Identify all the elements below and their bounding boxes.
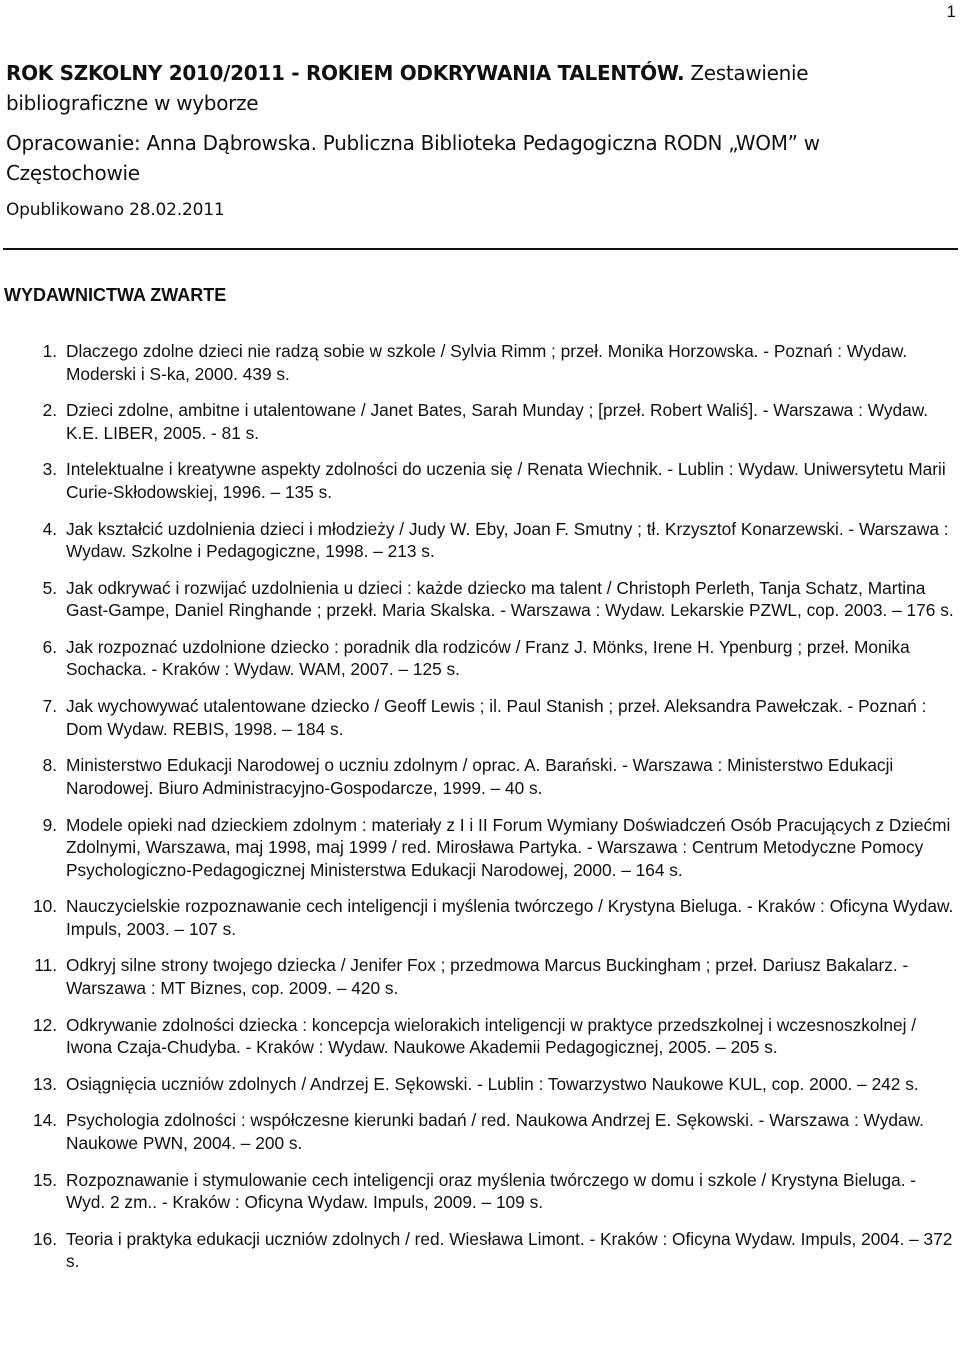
bibliography-entry <box>0 1169 958 1214</box>
entry-text: Rozpoznawanie i stymulowanie cech inteligencji oraz myślenia twórczego w domu i szkole / Krystyna Bieluga. - Wyd. 2 zm.. - Kraków : Oficyna Wydaw. Impuls, 2009. – 109 s. <box>66 1169 917 1213</box>
document-title-rest: Zestawienie bibliograficzne w wyborze <box>6 61 809 115</box>
document-title-bold: ROK SZKOLNY 2010/2011 - ROKIEM ODKRYWANIA TALENTÓW. <box>6 61 685 85</box>
bibliography-entry <box>0 636 958 681</box>
entry-number: 10. <box>32 896 57 917</box>
entry-text: Psychologia zdolności : współczesne kierunki badań / red. Naukowa Andrzej E. Sękowski. - Warszawa : Wydaw. Naukowe PWN, 2004. – 200 s. <box>66 1110 924 1153</box>
entry-number: 15. <box>32 1169 57 1190</box>
entry-number: 4. <box>42 518 57 539</box>
entry-text: Odkrywanie zdolności dziecka : koncepcja wielorakich inteligencji w praktyce przedszkolnej i wczesnoszkolnej / Iwona Czaja-Chudyba. - Kraków : Wydaw. Naukowe Akademii Pedagogicznej, 2005. – 205 s. <box>66 1014 917 1058</box>
bibliography-entry <box>0 340 958 385</box>
bibliography-entry <box>0 518 958 563</box>
bibliography-list <box>0 340 958 1287</box>
entry-text: Dlaczego zdolne dzieci nie radzą sobie w szkole / Sylvia Rimm ; przeł. Monika Horzowska. - Poznań : Wydaw. Moderski i S-ka, 2000. 439 s. <box>66 341 908 384</box>
section-heading: WYDAWNICTWA ZWARTE <box>4 285 227 305</box>
entry-text: Jak wychowywać utalentowane dziecko / Geoff Lewis ; il. Paul Stanish ; przeł. Aleksandra Pawełczak. - Poznań : Dom Wydaw. REBIS, 1998. – 184 s. <box>66 696 927 739</box>
entry-text: Nauczycielskie rozpoznawanie cech inteligencji i myślenia twórczego / Krystyna Bieluga. - Kraków : Oficyna Wydaw. Impuls, 2003. – 107 s. <box>66 896 954 939</box>
entry-text: Intelektualne i kreatywne aspekty zdolności do uczenia się / Renata Wiechnik. - Lublin : Wydaw. Uniwersytetu Marii Curie-Skłodowskiej, 1996. – 135 s. <box>66 459 946 502</box>
entry-number: 6. <box>42 636 57 657</box>
bibliography-entry <box>0 399 958 444</box>
entry-number: 5. <box>42 577 57 598</box>
entry-text: Modele opieki nad dzieckiem zdolnym : materiały z I i II Forum Wymiany Doświadczeń Osób Pracujących z Dziećmi Zdolnymi, Warszawa, maj 1998, maj 1999 / red. Mirosława Partyka. - Warszawa : Centrum Metodyczne Pomocy Psychologiczno-Pedagogicznej Ministerstwa Edukacji Narodowej, 2000. – 164 s. <box>66 814 951 880</box>
bibliography-entry <box>0 1014 958 1059</box>
entry-number: 12. <box>32 1014 57 1035</box>
document-credit: Opracowanie: Anna Dąbrowska. Publiczna Biblioteka Pedagogiczna RODN „WOM” w Częstochowie <box>6 131 820 185</box>
bibliography-entry <box>0 954 958 999</box>
page-number: 1 <box>946 2 956 21</box>
bibliography-entry <box>0 1073 958 1096</box>
entry-number: 8. <box>42 755 57 776</box>
entry-number: 3. <box>42 459 57 480</box>
entry-text: Ministerstwo Edukacji Narodowej o uczniu zdolnym / oprac. A. Barański. - Warszawa : Ministerstwo Edukacji Narodowej. Biuro Administracyjno-Gospodarcze, 1999. – 40 s. <box>66 755 894 798</box>
bibliography-entry <box>0 695 958 740</box>
entry-number: 16. <box>32 1228 57 1249</box>
entry-number: 14. <box>32 1110 57 1131</box>
bibliography-entry <box>0 458 958 503</box>
entry-number: 9. <box>42 814 57 835</box>
header-divider <box>3 248 958 250</box>
entry-text: Dzieci zdolne, ambitne i utalentowane / Janet Bates, Sarah Munday ; [przeł. Robert Waliś]. - Warszawa : Wydaw. K.E. LIBER, 2005. - 81 s. <box>66 400 929 443</box>
entry-text: Jak kształcić uzdolnienia dzieci i młodzieży / Judy W. Eby, Joan F. Smutny ; tł. Krzysztof Konarzewski. - Warszawa : Wydaw. Szkolne i Pedagogiczne, 1998. – 213 s. <box>66 518 949 562</box>
publication-date: Opublikowano 28.02.2011 <box>6 200 225 220</box>
bibliography-entry <box>0 895 958 940</box>
entry-number: 13. <box>32 1073 57 1094</box>
entry-number: 11. <box>34 955 57 976</box>
entry-text: Odkryj silne strony twojego dziecka / Jenifer Fox ; przedmowa Marcus Buckingham ; przeł. Dariusz Bakalarz. - Warszawa : MT Biznes, cop. 2009. – 420 s. <box>66 955 909 998</box>
bibliography-entry <box>0 577 958 622</box>
entry-text: Jak odkrywać i rozwijać uzdolnienia u dzieci : każde dziecko ma talent / Christoph Perleth, Tanja Schatz, Martina Gast-Gampe, Daniel Ringhande ; przekł. Maria Skalska. - Warszawa : Wydaw. Lekarskie PZWL, cop. 2003. – 176 s. <box>66 577 954 621</box>
bibliography-entry <box>0 754 958 799</box>
entry-text: Osiągnięcia uczniów zdolnych / Andrzej E. Sękowski. - Lublin : Towarzystwo Naukowe KUL, cop. 2000. – 242 s. <box>66 1073 919 1094</box>
entry-number: 7. <box>42 696 57 717</box>
entry-text: Teoria i praktyka edukacji uczniów zdolnych / red. Wiesława Limont. - Kraków : Oficyna Wydaw. Impuls, 2004. – 372 s. <box>66 1228 953 1272</box>
document-title <box>6 58 956 118</box>
bibliography-entry <box>0 814 958 882</box>
bibliography-entry <box>0 1228 958 1273</box>
entry-text: Jak rozpoznać uzdolnione dziecko : poradnik dla rodziców / Franz J. Mönks, Irene H. Ypenburg ; przeł. Monika Sochacka. - Kraków : Wydaw. WAM, 2007. – 125 s. <box>66 636 910 680</box>
entry-number: 1. <box>42 341 57 361</box>
document-header <box>6 58 956 222</box>
bibliography-entry <box>0 1109 958 1154</box>
entry-number: 2. <box>42 400 57 421</box>
